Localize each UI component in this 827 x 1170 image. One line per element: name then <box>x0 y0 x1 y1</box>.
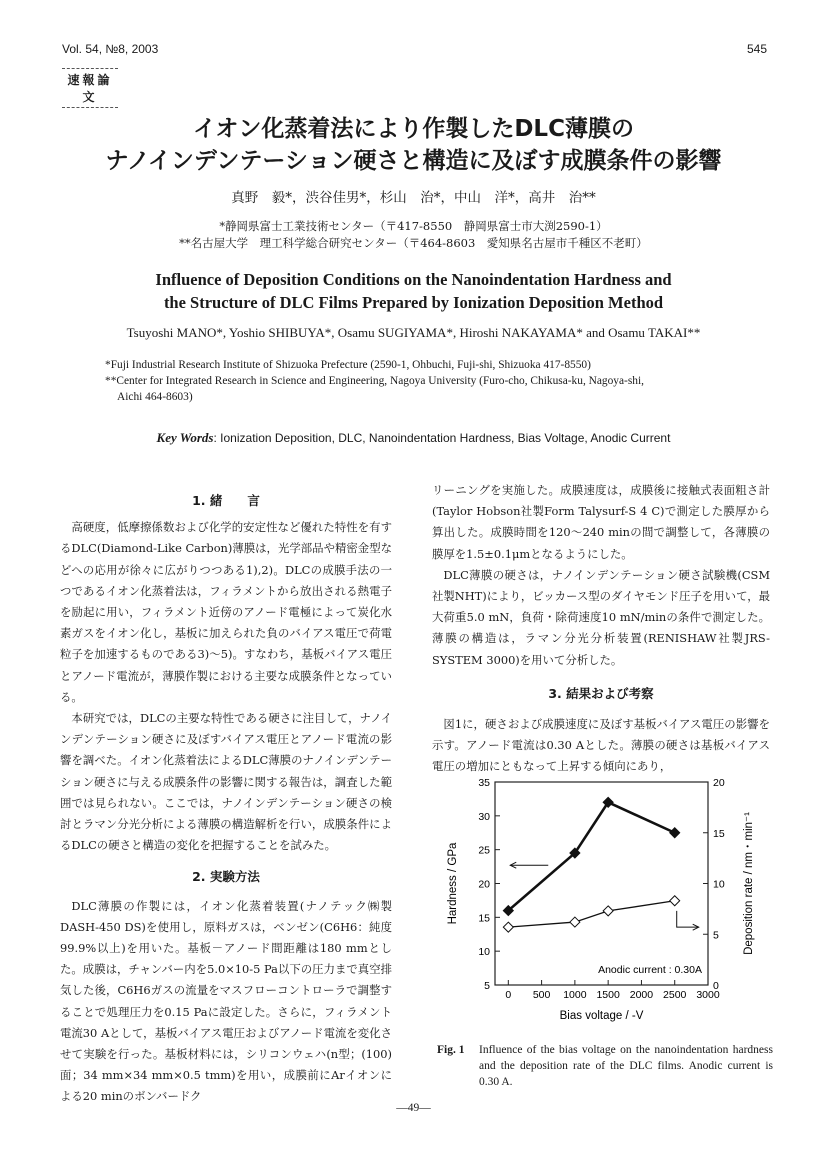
deposition-axis-arrow <box>677 911 699 927</box>
paragraph: DLC薄膜の硬さは，ナノインデンテーション硬さ試験機(CSM社製NHT)により，ビッカース型のダイヤモンド圧子を用いて，最大荷重5.0 mN，負荷・除荷速度10 mN/minの条件で測定した。薄膜の構造は，ラマン分光分析装置(RENISHAW社製JRS-SYSTEM 3000)を用いて分析した。 <box>432 567 771 667</box>
x-axis-label: Bias voltage / -V <box>559 1010 644 1022</box>
article-category: 速報論文 <box>62 68 118 108</box>
y2-tick-label: 15 <box>713 827 725 840</box>
keywords-label: Key Words <box>156 430 214 445</box>
x-tick-label: 500 <box>532 989 551 1001</box>
y2-tick-label: 5 <box>713 929 719 942</box>
paragraph: 高硬度，低摩擦係数および化学的安定性など優れた特性を有するDLC(Diamond-Like Carbon)薄膜は，光学部品や精密金型などへの応用が徐々に広がりつつある1),2)。DLCの成膜手法の一つであるイオン化蒸着法は，フィラメントから放出される熱電子を励起に用い，フィラメント近傍のアノード電極によって炭化水素ガスをイオン化し，基板に加えられた負のバイアス電圧で荷電粒子を加速するものである3)～5)。すなわち，基板バイアス電圧とアノード電流が，薄膜作製における主要な成膜条件となっている。 <box>60 520 392 704</box>
page-number: 545 <box>746 42 767 56</box>
section-1-heading: 1. 緒 言 <box>192 493 260 508</box>
figure-1-chart <box>430 770 775 1040</box>
footer-page-number: —49— <box>396 1102 431 1114</box>
series-line-1 <box>508 802 674 910</box>
chart-annotation: Anodic current : 0.30A <box>598 964 702 976</box>
y2-tick-label: 10 <box>713 878 725 891</box>
y-tick-label: 30 <box>478 810 490 823</box>
figure-label: Fig. 1 <box>437 1044 465 1056</box>
keywords-line <box>0 430 827 446</box>
section-2-heading: 2. 実験方法 <box>192 869 260 885</box>
y-tick-label: 15 <box>478 912 490 925</box>
section-3-heading: 3. 結果および考察 <box>548 685 654 701</box>
authors-en: Tsuyoshi MANO*, Yoshio SHIBUYA*, Osamu SUGIYAMA*, Hiroshi NAKAYAMA* and Osamu TAKAI** <box>126 325 701 340</box>
title-en-line1: Influence of Deposition Conditions on the Nanoindentation Hardness and <box>155 270 672 289</box>
y2-tick-label: 0 <box>713 980 719 992</box>
data-point <box>670 828 680 838</box>
affiliation-ja-1: *静岡県富士工業技術センター（〒417-8550 静岡県富士市大渕2590-1） <box>219 219 608 233</box>
y-tick-label: 10 <box>478 946 490 959</box>
y2-tick-label: 20 <box>713 777 725 789</box>
paragraph: DLC薄膜の作製には，イオン化蒸着装置(ナノテック㈱製DASH-450 DS)を使用し，原料ガスは，ベンゼン(C6H6：純度99.9%以上)を用いた。基板－アノード間距離は180 mmとした。成膜は，チャンバー内を5.0×10-5 Pa以下の圧力まで真空排気した後，C6H6ガスの流量をマスフローコントローラで調整することで処理圧力を0.15 Paに設定した。さらに，フィラメント電流30 Aとして，基板バイアス電圧およびアノード電流を変化させて実験を行った。基板材料には，シリコンウェハ(n型；(100)面；34 mm×34 mm×0.5 tmm)を用い，成膜前にArイオンによる20 minのボンバードク <box>60 898 393 1104</box>
y-axis-label: Hardness / GPa <box>447 842 459 925</box>
y-tick-label: 35 <box>478 777 490 789</box>
paragraph: 本研究では，DLCの主要な特性である硬さに注目して，ナノインデンテーション硬さに及ぼすバイアス電圧とアノード電流の影響を調べた。イオン化蒸着法によるDLC薄膜のナノインデンテーション硬さに与える成膜条件の影響に関する報告は，調査した範囲では見られない。ここでは，ナノインデンテーション硬さの検討とラマン分光分析による薄膜の構造解析を行い，成膜条件によるDLCの硬さと構造の変化を把握することを試みた。 <box>60 711 392 853</box>
paragraph: リーニングを実施した。成膜速度は，成膜後に接触式表面粗さ計(Taylor Hobson社製Form Talysurf-S 4 C)で測定した膜厚から算出した。成膜時間を120～240 minの間で調整して，各薄膜の膜厚を1.5±0.1μmとなるようにした。 <box>432 483 770 561</box>
data-point <box>570 917 580 927</box>
x-tick-label: 2000 <box>629 989 654 1001</box>
left-column <box>60 490 392 1108</box>
x-tick-label: 0 <box>505 989 512 1001</box>
x-tick-label: 2500 <box>663 989 687 1001</box>
figure-1-caption <box>437 1042 773 1090</box>
right-column <box>432 480 770 778</box>
figure-caption-text: Influence of the bias voltage on the nanoindentation hardness and the deposition rate of the DLC films. Anodic current is 0.30 A. <box>479 1044 773 1088</box>
keywords-text: : Ionization Deposition, DLC, Nanoindentation Hardness, Bias Voltage, Anodic Current <box>213 431 671 445</box>
affiliation-ja-2: **名古屋大学 理工科学総合研究センター（〒464-8603 愛知県名古屋市千種区不老町） <box>179 236 648 250</box>
data-point <box>670 896 680 906</box>
y-tick-label: 5 <box>484 980 490 992</box>
affiliation-en-2: **Center for Integrated Research in Science and Engineering, Nagoya University (Furo-cho, Chikusa-ku, Nagoya-shi, <box>105 375 644 387</box>
series-line-2 <box>508 901 674 927</box>
journal-volume: Vol. 54, №8, 2003 <box>62 42 159 56</box>
title-ja-line2: ナノインデンテーション硬さと構造に及ぼす成膜条件の影響 <box>105 148 722 174</box>
authors-ja: 真野 毅*，渋谷佳男*，杉山 治*，中山 洋*，高井 治** <box>231 190 596 206</box>
affiliation-en-1: *Fuji Industrial Research Institute of Shizuoka Prefecture (2590-1, Ohbuchi, Fuji-shi, Shizuoka 417-8550) <box>105 359 591 371</box>
x-tick-label: 1500 <box>596 989 620 1001</box>
y2-axis-label: Deposition rate / nm・min⁻¹ <box>743 812 755 955</box>
data-point <box>603 906 613 916</box>
title-en-line2: the Structure of DLC Films Prepared by Ionization Deposition Method <box>163 293 664 312</box>
y-tick-label: 20 <box>478 878 490 891</box>
paragraph: 図1に，硬さおよび成膜速度に及ぼす基板バイアス電圧の影響を示す。アノード電流は0.30 Aとした。薄膜の硬さは基板バイアス電圧の増加にともなって上昇する傾向にあり， <box>432 717 770 774</box>
x-tick-label: 3000 <box>696 989 720 1001</box>
data-point <box>503 922 513 932</box>
affiliation-en-3: Aichi 464-8603) <box>117 391 193 403</box>
y-tick-label: 25 <box>478 844 490 857</box>
x-tick-label: 1000 <box>563 989 587 1001</box>
title-ja-line1: イオン化蒸着法により作製したDLC薄膜の <box>193 116 634 142</box>
